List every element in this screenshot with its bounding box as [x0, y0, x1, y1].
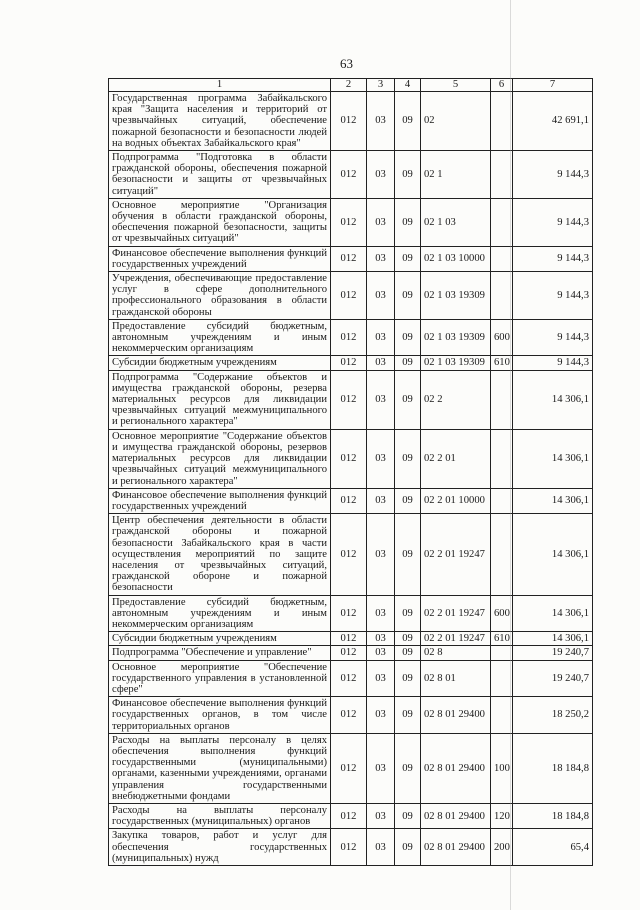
row-target-article: 02 8 01 29400 [421, 733, 491, 803]
row-name: Финансовое обеспечение выполнения функций государственных учреждений [109, 488, 331, 513]
row-amount: 9 144,3 [513, 198, 593, 246]
row-section: 03 [367, 829, 395, 866]
row-target-article: 02 1 03 19309 [421, 319, 491, 356]
row-amount: 18 184,8 [513, 803, 593, 828]
scan-artifact [510, 0, 511, 910]
row-grbs: 012 [331, 151, 367, 199]
row-section: 03 [367, 272, 395, 320]
col-5-header: 5 [421, 79, 491, 92]
col-2-header: 2 [331, 79, 367, 92]
row-section: 03 [367, 595, 395, 632]
row-subsection: 09 [395, 733, 421, 803]
row-subsection: 09 [395, 319, 421, 356]
row-subsection: 09 [395, 803, 421, 828]
row-section: 03 [367, 660, 395, 697]
row-target-article: 02 2 01 10000 [421, 488, 491, 513]
row-target-article: 02 1 03 10000 [421, 246, 491, 271]
row-subsection: 09 [395, 660, 421, 697]
row-section: 03 [367, 488, 395, 513]
row-name: Основное мероприятие "Обеспечение государственного управления в установленной сфере" [109, 660, 331, 697]
row-expense-type: 200 [491, 829, 513, 866]
row-amount: 19 240,7 [513, 646, 593, 660]
row-name: Финансовое обеспечение выполнения функций государственных органов, в том числе территориальных органов [109, 697, 331, 734]
table-row [109, 198, 593, 246]
row-target-article: 02 1 03 19309 [421, 356, 491, 370]
row-section: 03 [367, 319, 395, 356]
table-row [109, 246, 593, 271]
row-expense-type: 600 [491, 595, 513, 632]
row-expense-type: 610 [491, 632, 513, 646]
row-amount: 14 306,1 [513, 514, 593, 595]
row-amount: 14 306,1 [513, 429, 593, 488]
row-section: 03 [367, 646, 395, 660]
row-subsection: 09 [395, 151, 421, 199]
row-section: 03 [367, 803, 395, 828]
row-amount: 14 306,1 [513, 632, 593, 646]
row-subsection: 09 [395, 370, 421, 429]
row-amount: 9 144,3 [513, 272, 593, 320]
row-grbs: 012 [331, 514, 367, 595]
table-row [109, 151, 593, 199]
row-amount: 14 306,1 [513, 488, 593, 513]
row-section: 03 [367, 733, 395, 803]
row-name: Центр обеспечения деятельности в области гражданской обороны и пожарной безопасности Забайкальского края в части осуществления мероприятий по защите населения от чрезвычайных ситуаций, гражданской обороне и пожарной безопасности [109, 514, 331, 595]
row-subsection: 09 [395, 246, 421, 271]
row-section: 03 [367, 632, 395, 646]
row-grbs: 012 [331, 272, 367, 320]
row-name: Финансовое обеспечение выполнения функций государственных учреждений [109, 246, 331, 271]
row-amount: 18 184,8 [513, 733, 593, 803]
column-number-row [109, 79, 593, 92]
row-name: Закупка товаров, работ и услуг для обеспечения государственных (муниципальных) нужд [109, 829, 331, 866]
row-amount: 9 144,3 [513, 246, 593, 271]
row-subsection: 09 [395, 697, 421, 734]
table-row [109, 632, 593, 646]
row-subsection: 09 [395, 595, 421, 632]
row-section: 03 [367, 356, 395, 370]
row-name: Субсидии бюджетным учреждениям [109, 356, 331, 370]
row-subsection: 09 [395, 92, 421, 151]
row-target-article: 02 [421, 92, 491, 151]
row-target-article: 02 8 01 29400 [421, 697, 491, 734]
row-expense-type: 100 [491, 733, 513, 803]
row-subsection: 09 [395, 272, 421, 320]
col-3-header: 3 [367, 79, 395, 92]
row-amount: 19 240,7 [513, 660, 593, 697]
row-expense-type: 610 [491, 356, 513, 370]
row-amount: 9 144,3 [513, 319, 593, 356]
row-name: Государственная программа Забайкальского края "Защита населения и территорий от чрезвычайных ситуаций, обеспечение пожарной безопасности и безопасности людей на водных объектах Забайкальского края" [109, 92, 331, 151]
row-grbs: 012 [331, 829, 367, 866]
row-subsection: 09 [395, 632, 421, 646]
row-name: Расходы на выплаты персоналу государственных (муниципальных) органов [109, 803, 331, 828]
row-name: Расходы на выплаты персоналу в целях обеспечения выполнения функций государственными (муниципальными) органами, казенными учреждениями, органами управления государственными внебюджетными фондами [109, 733, 331, 803]
row-target-article: 02 1 03 19309 [421, 272, 491, 320]
row-name: Основное мероприятие "Организация обучения в области гражданской обороны, обеспечения пожарной безопасности, защиты от чрезвычайных ситуаций" [109, 198, 331, 246]
row-name: Учреждения, обеспечивающие предоставление услуг в сфере дополнительного профессионального образования в области гражданской обороны [109, 272, 331, 320]
row-target-article: 02 2 01 19247 [421, 632, 491, 646]
row-grbs: 012 [331, 803, 367, 828]
row-section: 03 [367, 697, 395, 734]
row-section: 03 [367, 429, 395, 488]
col-7-header: 7 [513, 79, 593, 92]
row-amount: 14 306,1 [513, 370, 593, 429]
table-row [109, 488, 593, 513]
row-section: 03 [367, 198, 395, 246]
row-subsection: 09 [395, 646, 421, 660]
row-subsection: 09 [395, 829, 421, 866]
table-row [109, 92, 593, 151]
col-4-header: 4 [395, 79, 421, 92]
row-grbs: 012 [331, 246, 367, 271]
row-grbs: 012 [331, 198, 367, 246]
table-row [109, 733, 593, 803]
row-target-article: 02 2 01 [421, 429, 491, 488]
table-row [109, 429, 593, 488]
row-grbs: 012 [331, 370, 367, 429]
page-number: 63 [340, 56, 353, 71]
row-section: 03 [367, 514, 395, 595]
col-1-header: 1 [109, 79, 331, 92]
row-target-article: 02 2 01 19247 [421, 595, 491, 632]
row-name: Предоставление субсидий бюджетным, автономным учреждениям и иным некоммерческим организациям [109, 319, 331, 356]
row-grbs: 012 [331, 632, 367, 646]
table-row [109, 595, 593, 632]
row-section: 03 [367, 246, 395, 271]
row-subsection: 09 [395, 514, 421, 595]
table-row [109, 356, 593, 370]
row-target-article: 02 8 [421, 646, 491, 660]
table-row [109, 697, 593, 734]
row-grbs: 012 [331, 697, 367, 734]
row-subsection: 09 [395, 198, 421, 246]
row-name: Субсидии бюджетным учреждениям [109, 632, 331, 646]
row-amount: 65,4 [513, 829, 593, 866]
row-amount: 14 306,1 [513, 595, 593, 632]
row-target-article: 02 2 01 19247 [421, 514, 491, 595]
row-target-article: 02 8 01 [421, 660, 491, 697]
row-grbs: 012 [331, 488, 367, 513]
row-grbs: 012 [331, 356, 367, 370]
row-name: Подпрограмма "Содержание объектов и имущества гражданской обороны, резерва материальных ресурсов для ликвидации чрезвычайных ситуаций межмуниципального и регионального характера" [109, 370, 331, 429]
table-row [109, 272, 593, 320]
row-name: Подпрограмма "Подготовка в области гражданской обороны, обеспечения пожарной безопасности и защиты от чрезвычайных ситуаций" [109, 151, 331, 199]
row-subsection: 09 [395, 429, 421, 488]
table-row [109, 803, 593, 828]
table-row [109, 514, 593, 595]
table-row [109, 319, 593, 356]
col-6-header: 6 [491, 79, 513, 92]
row-target-article: 02 8 01 29400 [421, 803, 491, 828]
row-subsection: 09 [395, 488, 421, 513]
budget-table [108, 78, 593, 866]
row-amount: 18 250,2 [513, 697, 593, 734]
row-subsection: 09 [395, 356, 421, 370]
row-target-article: 02 1 03 [421, 198, 491, 246]
row-target-article: 02 2 [421, 370, 491, 429]
row-grbs: 012 [331, 660, 367, 697]
row-amount: 9 144,3 [513, 151, 593, 199]
table-row [109, 660, 593, 697]
row-section: 03 [367, 92, 395, 151]
row-amount: 9 144,3 [513, 356, 593, 370]
row-expense-type: 120 [491, 803, 513, 828]
row-name: Предоставление субсидий бюджетным, автономным учреждениям и иным некоммерческим организациям [109, 595, 331, 632]
row-target-article: 02 1 [421, 151, 491, 199]
row-grbs: 012 [331, 646, 367, 660]
row-grbs: 012 [331, 92, 367, 151]
row-grbs: 012 [331, 733, 367, 803]
row-target-article: 02 8 01 29400 [421, 829, 491, 866]
row-amount: 42 691,1 [513, 92, 593, 151]
table-row [109, 829, 593, 866]
table-row [109, 646, 593, 660]
table-row [109, 370, 593, 429]
row-section: 03 [367, 370, 395, 429]
row-grbs: 012 [331, 319, 367, 356]
row-grbs: 012 [331, 595, 367, 632]
row-name: Основное мероприятие "Содержание объектов и имущества гражданской обороны, резервов материальных ресурсов для ликвидации чрезвычайных ситуаций межмуниципального и регионального характера" [109, 429, 331, 488]
row-name: Подпрограмма "Обеспечение и управление" [109, 646, 331, 660]
row-expense-type: 600 [491, 319, 513, 356]
row-grbs: 012 [331, 429, 367, 488]
row-section: 03 [367, 151, 395, 199]
